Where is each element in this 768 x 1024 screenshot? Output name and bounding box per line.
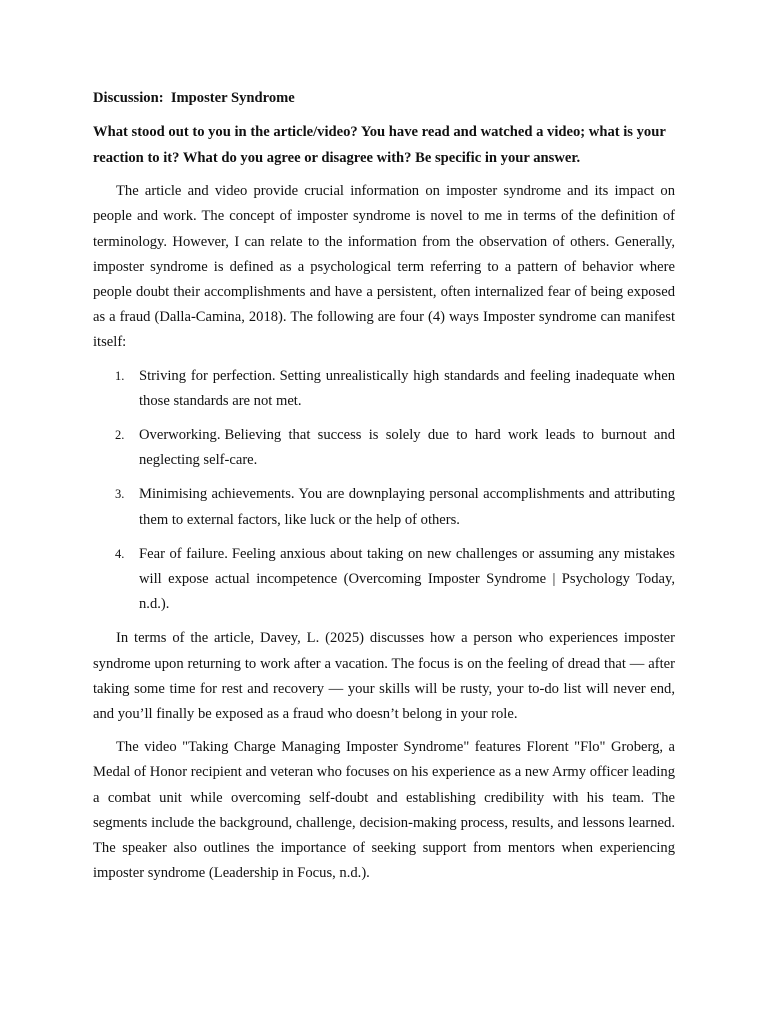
paragraph-video: The video "Taking Charge Managing Imposter Syndrome" features Florent "Flo" Groberg, a Medal of Honor recipient and veteran who focuses on his experience as a new Army officer leading a combat unit while overcoming self-doubt and establishing credibility with his team. The segments include the background, challenge, decision-making process, results, and lessons learned. The speaker also outlines the importance of seeking support from mentors when experiencing imposter syndrome (Leadership in Focus, n.d.). <box>93 739 675 882</box>
list-term: Overworking. <box>139 427 221 444</box>
paragraph-intro: The article and video provide crucial information on imposter syndrome and its impact on people and work. The concept of imposter syndrome is novel to me in terms of the definition of terminology. However, I can relate to the information from the observation of others. Generally, imposter syndrome is defined as a psychological term referring to a pattern of behavior where people doubt their accomplishments and have a persistent, often internalized fear of being exposed as a fraud (Dalla-Camina, 2018). The following are four (4) ways Imposter syndrome can manifest itself: <box>93 183 675 351</box>
list-item <box>93 364 675 414</box>
list-item <box>93 542 675 618</box>
list-number: 1. <box>115 368 125 383</box>
document-body <box>93 86 675 894</box>
list-text: Believing that success is solely due to hard work leads to burnout and neglecting self-care. <box>139 427 675 469</box>
list-text: You are downplaying personal accomplishments and attributing them to external factors, like luck or the help of others. <box>139 486 675 528</box>
list-text: Feeling anxious about taking on new challenges or assuming any mistakes will expose actual incompetence (Overcoming Imposter Syndrome | Psychology Today, n.d.). <box>139 545 675 613</box>
imposter-ways-list <box>93 364 675 618</box>
list-item <box>93 423 675 473</box>
list-number: 2. <box>115 428 125 443</box>
list-item <box>93 482 675 532</box>
list-number: 4. <box>115 546 125 561</box>
document-title: Discussion: Imposter Syndrome <box>93 90 295 106</box>
list-number: 3. <box>115 487 125 502</box>
list-term: Fear of failure. <box>139 545 228 562</box>
paragraph-article: In terms of the article, Davey, L. (2025) discusses how a person who experiences imposter syndrome upon returning to work after a vacation. The focus is on the feeling of dread that — after taking some time for rest and recovery — your skills will be rusty, your to-do list will never end, and you’ll finally be exposed as a fraud who doesn’t belong in your role. <box>93 630 675 723</box>
list-text: Setting unrealistically high standards and feeling inadequate when those standards are not met. <box>139 367 675 409</box>
list-term: Striving for perfection. <box>139 367 276 384</box>
discussion-question: What stood out to you in the article/video? You have read and watched a video; what is your reaction to it? What do you agree or disagree with? Be specific in your answer. <box>93 124 666 167</box>
list-term: Minimising achievements. <box>139 486 295 503</box>
